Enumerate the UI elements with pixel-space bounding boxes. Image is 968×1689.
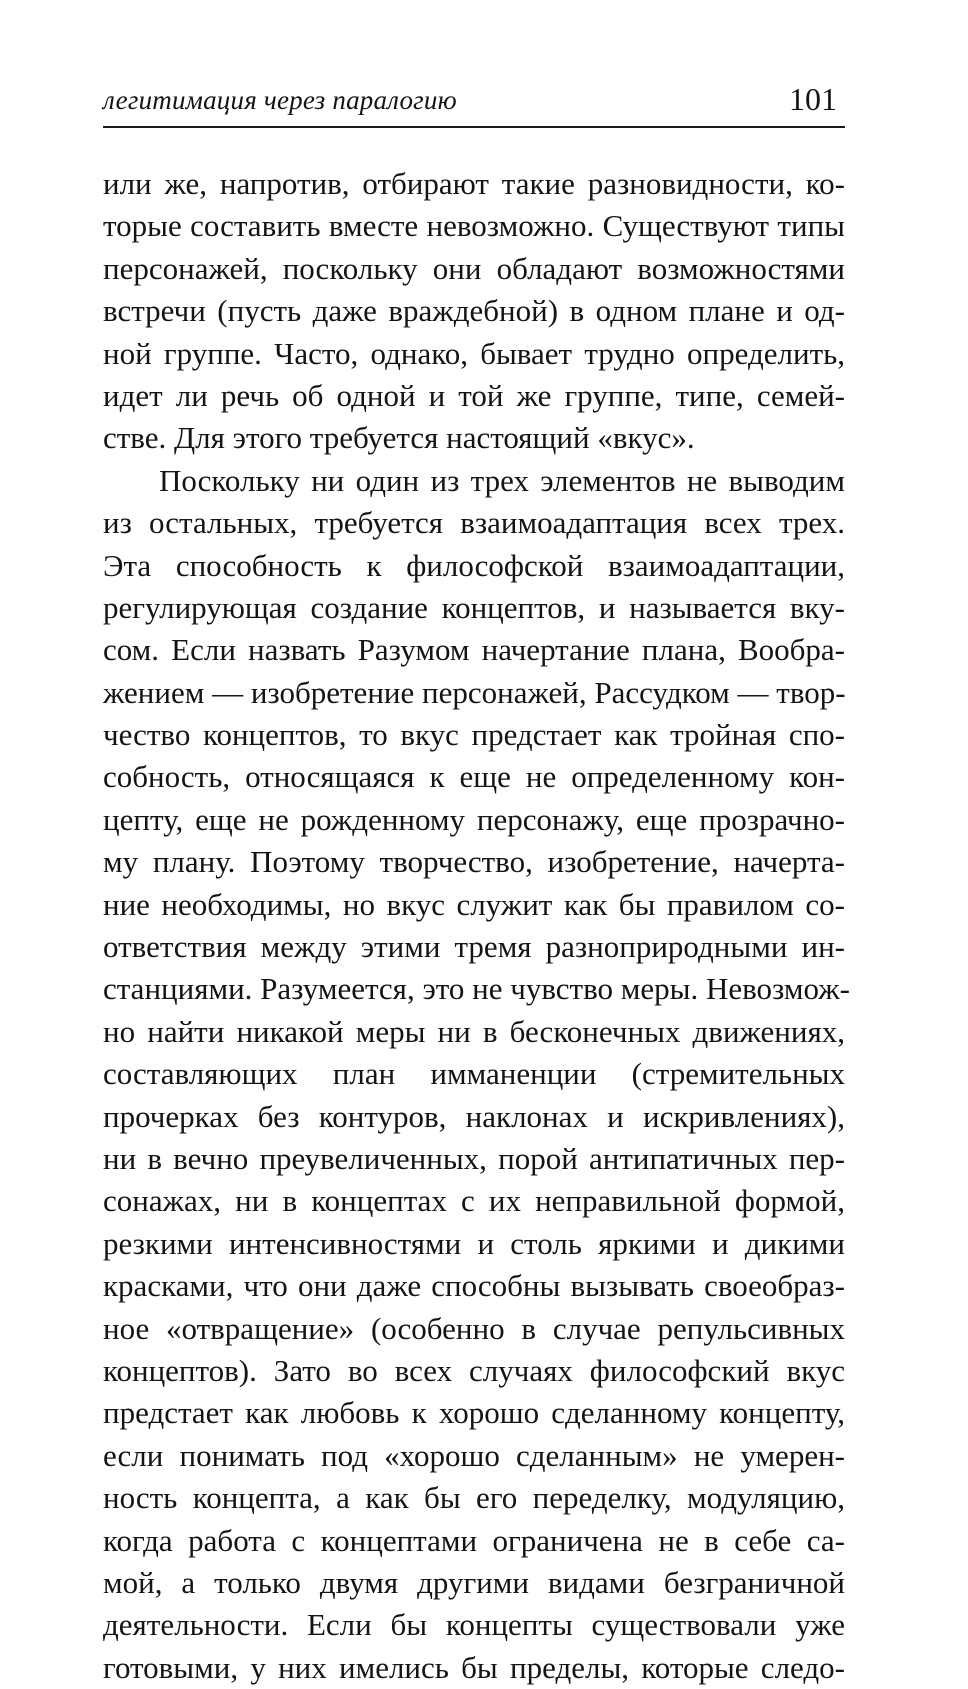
text-line: готовыми, у них имелись бы пределы, которые следо-: [103, 1649, 845, 1685]
page-number: 101: [789, 81, 837, 117]
text-line: жением — изобретение персонажей, Рассудком — твор-: [103, 674, 846, 710]
text-line: если понимать под «хорошо сделанным» не умерен-: [103, 1437, 845, 1473]
text-line: Поскольку ни один из трех элементов не выводим: [159, 462, 845, 498]
text-line: встречи (пусть даже враждебной) в одном плане и од-: [103, 293, 845, 329]
text-line: красками, что они даже способны вызывать своеобраз-: [103, 1268, 845, 1304]
text-line: концептов). Зато во всех случаях философский вкус: [103, 1352, 845, 1388]
text-line: станциями. Разумеется, это не чувство меры. Невозмож-: [103, 971, 850, 1007]
text-line: мой, а только двумя другими видами безграничной: [103, 1564, 845, 1600]
text-line: чество концептов, то вкус предстает как тройная спо-: [103, 717, 845, 753]
text-line: регулирующая создание концептов, и называется вку-: [103, 589, 845, 625]
text-line: цепту, еще не рожденному персонажу, еще прозрачно-: [103, 801, 845, 837]
running-head: [103, 80, 845, 126]
text-line: из остальных, требуется взаимоадаптация всех трех.: [103, 505, 845, 541]
header-rule: [103, 126, 845, 128]
body-text: [103, 163, 850, 1689]
paragraph: [103, 163, 845, 460]
text-line: му плану. Поэтому творчество, изобретение, начерта-: [103, 844, 845, 880]
text-line: идет ли речь об одной и той же группе, типе, семей-: [103, 377, 845, 413]
text-line: деятельности. Если бы концепты существовали уже: [103, 1607, 845, 1643]
running-title: легитимация через паралогию: [103, 85, 457, 115]
text-line: когда работа с концептами ограничена не в себе са-: [103, 1522, 845, 1558]
text-line: стве. Для этого требуется настоящий «вкус».: [103, 420, 695, 456]
text-line: сом. Если назвать Разумом начертание плана, Вообра-: [103, 632, 845, 668]
text-line: сонажах, ни в концептах с их неправильной формой,: [103, 1183, 845, 1219]
text-line: торые составить вместе невозможно. Существуют типы: [103, 208, 845, 244]
text-line: Эта способность к философской взаимоадаптации,: [103, 547, 845, 583]
text-line: ответствия между этими тремя разноприродными ин-: [103, 929, 845, 965]
text-line: составляющих план имманенции (стремительных: [103, 1056, 845, 1092]
text-line: предстает как любовь к хорошо сделанному концепту,: [103, 1395, 845, 1431]
text-line: резкими интенсивностями и столь яркими и дикими: [103, 1225, 845, 1261]
text-line: ное «отвращение» (особенно в случае репульсивных: [103, 1310, 845, 1346]
paragraph: [103, 460, 850, 1689]
text-line: или же, напротив, отбирают такие разновидности, ко-: [103, 166, 845, 201]
text-line: ность концепта, а как бы его переделку, модуляцию,: [103, 1480, 845, 1516]
text-line: ни в вечно преувеличенных, порой антипатичных пер-: [103, 1140, 845, 1176]
text-line: ние необходимы, но вкус служит как бы правилом со-: [103, 886, 845, 922]
text-line: прочерках без контуров, наклонах и искривлениях),: [103, 1098, 845, 1134]
text-line: но найти никакой меры ни в бесконечных движениях,: [103, 1013, 845, 1049]
text-line: ной группе. Часто, однако, бывает трудно определить,: [103, 335, 845, 371]
text-line: собность, относящаяся к еще не определенному кон-: [103, 759, 845, 795]
text-line: персонажей, поскольку они обладают возможностями: [103, 250, 845, 286]
